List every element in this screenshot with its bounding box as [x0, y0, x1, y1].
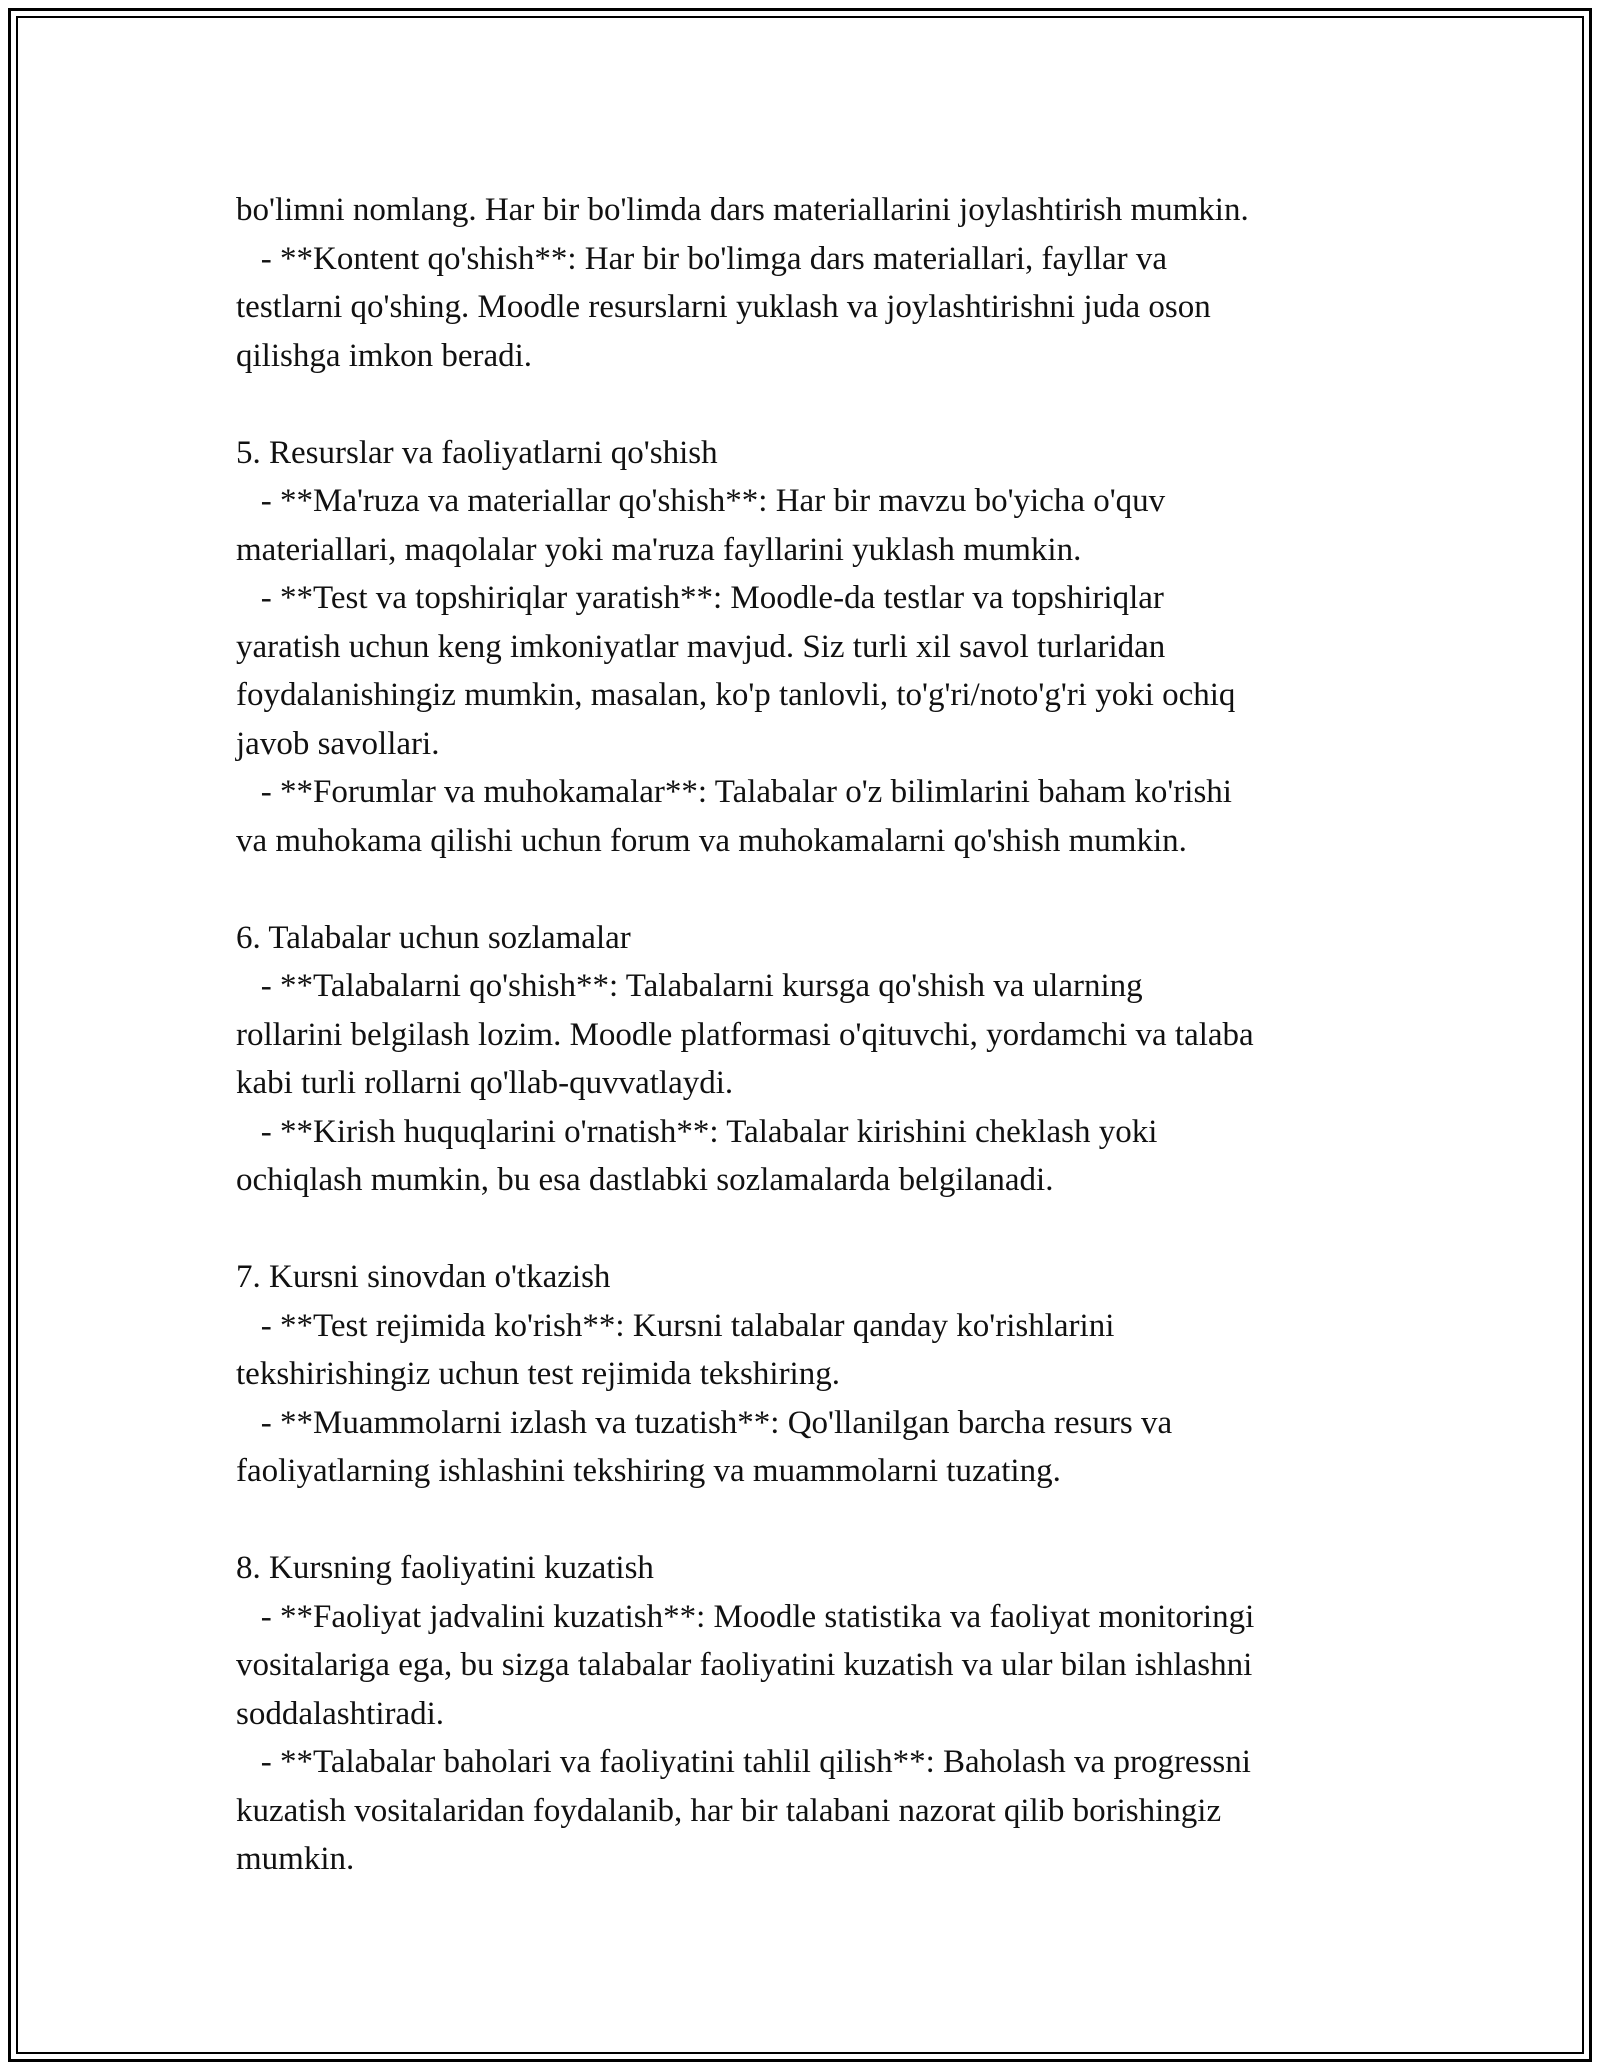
text-line: bo'limni nomlang. Har bir bo'limda dars materiallarini joylashtirish mumkin.	[236, 192, 1249, 228]
text-line: javob savollari.	[236, 725, 440, 762]
text-line: soddalashtiradi.	[236, 1695, 445, 1732]
text-line: - **Test rejimida ko'rish**: Kursni talabalar qanday ko'rishlarini	[236, 1307, 1115, 1344]
text-line: foydalanishingiz mumkin, masalan, ko'p tanlovli, to'g'ri/noto'g'ri yoki ochiq	[236, 677, 1236, 713]
text-line: - **Talabalarni qo'shish**: Talabalarni kursga qo'shish va ularning	[236, 968, 1143, 1004]
text-line: tekshirishingiz uchun test rejimida tekshiring.	[236, 1356, 840, 1392]
paragraph-section-4-continued	[236, 186, 1386, 380]
document-body	[236, 186, 1386, 1884]
text-line: rollarini belgilash lozim. Moodle platformasi o'qituvchi, yordamchi va talaba	[236, 1016, 1254, 1053]
text-line: materiallari, maqolalar yoki ma'ruza fayllarini yuklash mumkin.	[236, 531, 1082, 568]
section-heading: 8. Kursning faoliyatini kuzatish	[236, 1550, 654, 1586]
text-line: kabi turli rollarni qo'llab-quvvatlaydi.	[236, 1065, 734, 1101]
paragraph-section-7	[236, 1253, 1386, 1496]
text-line: - **Muammolarni izlash va tuzatish**: Qo'llanilgan barcha resurs va	[236, 1404, 1173, 1441]
text-line: - **Forumlar va muhokamalar**: Talabalar o'z bilimlarini baham ko'rishi	[236, 774, 1232, 810]
text-line: ochiqlash mumkin, bu esa dastlabki sozlamalarda belgilanadi.	[236, 1162, 1054, 1198]
paragraph-section-6	[236, 914, 1386, 1205]
text-line: - **Kontent qo'shish**: Har bir bo'limga dars materiallari, fayllar va	[236, 240, 1168, 277]
text-line: - **Kirish huquqlarini o'rnatish**: Talabalar kirishini cheklash yoki	[236, 1113, 1158, 1150]
text-line: yaratish uchun keng imkoniyatlar mavjud. Siz turli xil savol turlaridan	[236, 628, 1166, 665]
text-line: va muhokama qilishi uchun forum va muhokamalarni qo'shish mumkin.	[236, 822, 1187, 859]
text-line: mumkin.	[236, 1841, 355, 1877]
paragraph-spacer	[236, 1205, 1386, 1254]
paragraph-section-8	[236, 1544, 1386, 1884]
text-line: faoliyatlarning ishlashini tekshiring va muammolarni tuzating.	[236, 1453, 1061, 1489]
paragraph-spacer	[236, 380, 1386, 429]
text-line: kuzatish vositalaridan foydalanib, har bir talabani nazorat qilib borishingiz	[236, 1792, 1222, 1829]
section-heading: 5. Resurslar va faoliyatlarni qo'shish	[236, 434, 718, 471]
section-heading: 7. Kursni sinovdan o'tkazish	[236, 1259, 611, 1295]
paragraph-spacer	[236, 865, 1386, 914]
paragraph-section-5	[236, 429, 1386, 866]
paragraph-spacer	[236, 1496, 1386, 1545]
text-line: - **Talabalar baholari va faoliyatini tahlil qilish**: Baholash va progressni	[236, 1744, 1251, 1780]
text-line: - **Test va topshiriqlar yaratish**: Moodle-da testlar va topshiriqlar	[236, 580, 1164, 616]
text-line: - **Ma'ruza va materiallar qo'shish**: Har bir mavzu bo'yicha o'quv	[236, 483, 1166, 519]
section-heading: 6. Talabalar uchun sozlamalar	[236, 919, 631, 956]
text-line: testlarni qo'shing. Moodle resurslarni yuklash va joylashtirishni juda oson	[236, 289, 1211, 325]
text-line: qilishga imkon beradi.	[236, 337, 533, 374]
text-line: vositalariga ega, bu sizga talabalar faoliyatini kuzatish va ular bilan ishlashni	[236, 1647, 1253, 1683]
text-line: - **Faoliyat jadvalini kuzatish**: Moodle statistika va faoliyat monitoringi	[236, 1598, 1255, 1635]
